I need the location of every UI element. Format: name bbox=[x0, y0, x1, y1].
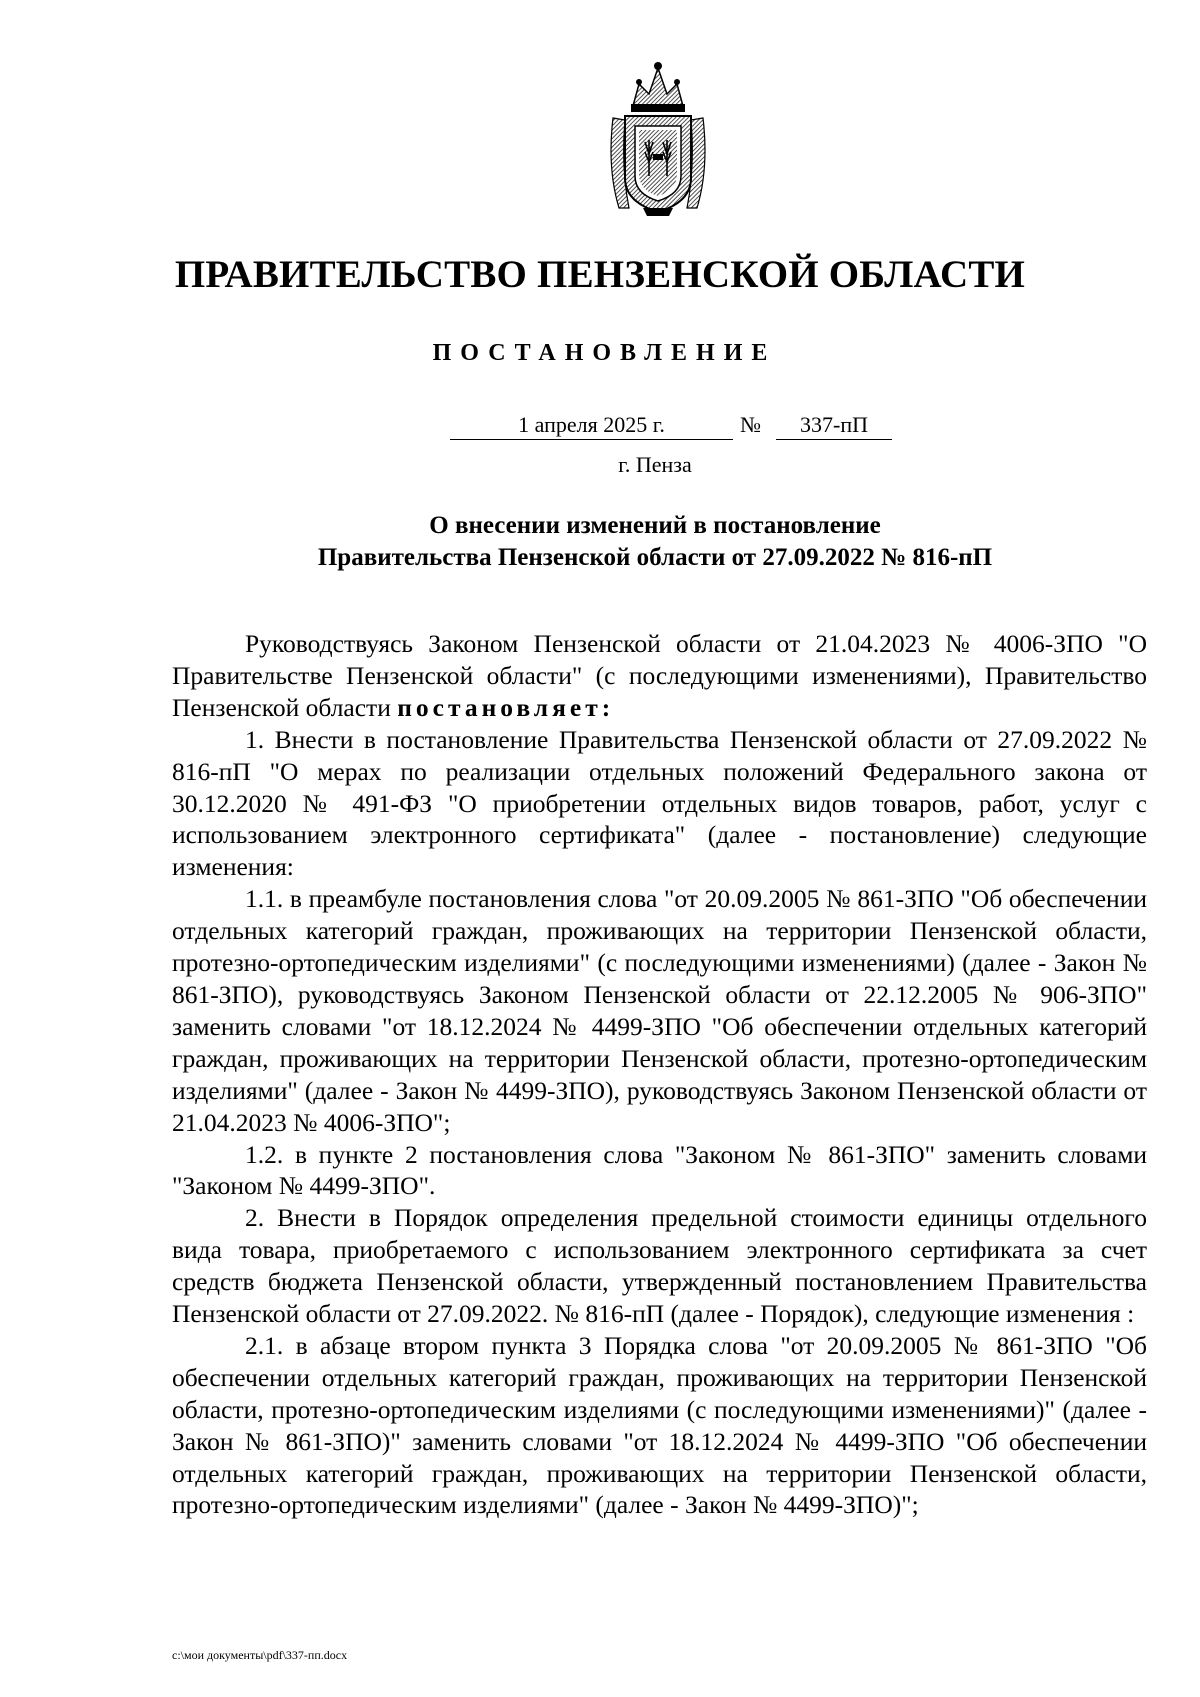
penza-coat-of-arms-icon bbox=[603, 58, 713, 218]
paragraph-preamble bbox=[172, 628, 1147, 724]
document-date: 1 апреля 2025 г. bbox=[450, 412, 733, 440]
document-number: 337-пП bbox=[776, 412, 892, 440]
date-number-line bbox=[450, 412, 890, 442]
government-title: ПРАВИТЕЛЬСТВО ПЕНЗЕНСКОЙ ОБЛАСТИ bbox=[174, 253, 1026, 296]
subject-line-2: Правительства Пензенской области от 27.09.2022 № 816-пП bbox=[317, 544, 993, 571]
city: г. Пенза bbox=[618, 452, 692, 477]
document-body bbox=[172, 628, 1147, 1521]
paragraph-2: 2. Внести в Порядок определения предельной стоимости единицы отдельного вида товара, приобретаемого с использованием электронного сертификата за счет средств бюджета Пензенской области, утвержденный постановлением Правительства Пензенской области от 27.09.2022. № 816-пП (далее - Порядок), следующие изменения : bbox=[172, 1203, 1147, 1329]
document-subject bbox=[0, 510, 1200, 574]
file-path-footer: c:\мои документы\pdf\337-пп.docx bbox=[172, 1648, 348, 1662]
subject-line-1: О внесении изменений в постановление bbox=[429, 512, 881, 539]
paragraph-1-1: 1.1. в преамбуле постановления слова "от 20.09.2005 № 861-ЗПО "Об обеспечении отдельных категорий граждан, проживающих на территории Пензенской области, протезно-ортопедическим изделиями" (с последующими изменениями) (далее - Закон № 861-ЗПО), руководствуясь Законом Пензенской области от 22.12.2005 № 906-ЗПО" заменить словами "от 18.12.2024 № 4499-ЗПО "Об обеспечении отдельных категорий граждан, проживающих на территории Пензенской области, протезно-ортопедическим изделиями" (далее - Закон № 4499-ЗПО), руководствуясь Законом Пензенской области от 21.04.2023 № 4006-ЗПО"; bbox=[172, 884, 1147, 1137]
paragraph-1-2: 1.2. в пункте 2 постановления слова "Законом № 861-ЗПО" заменить словами "Законом № 4499-ЗПО". bbox=[172, 1139, 1147, 1201]
paragraph-1: 1. Внести в постановление Правительства Пензенской области от 27.09.2022 № 816-пП "О мерах по реализации отдельных положений Федерального закона от 30.12.2020 № 491-ФЗ "О приобретении отдельных видов товаров, работ, услуг с использованием электронного сертификата" (далее - постановление) следующие изменения: bbox=[172, 724, 1147, 882]
decree-word: постановляет: bbox=[397, 692, 615, 722]
document-type: ПОСТАНОВЛЕНИЕ bbox=[432, 340, 777, 366]
number-sign: № bbox=[740, 412, 761, 437]
preamble-text: Руководствуясь Законом Пензенской области от 21.04.2023 № 4006-ЗПО "О Правительстве Пензенской области" (с последующими изменениями), Правительство Пензенской области bbox=[172, 629, 1147, 722]
paragraph-2-1: 2.1. в абзаце втором пункта 3 Порядка слова "от 20.09.2005 № 861-ЗПО "Об обеспечении отдельных категорий граждан, проживающих на территории Пензенской области, протезно-ортопедическим изделиями (с последующими изменениями)" (далее - Закон № 861-ЗПО)" заменить словами "от 18.12.2024 № 4499-ЗПО "Об обеспечении отдельных категорий граждан, проживающих на территории Пензенской области, протезно-ортопедическим изделиями" (далее - Закон № 4499-ЗПО)"; bbox=[172, 1330, 1147, 1520]
